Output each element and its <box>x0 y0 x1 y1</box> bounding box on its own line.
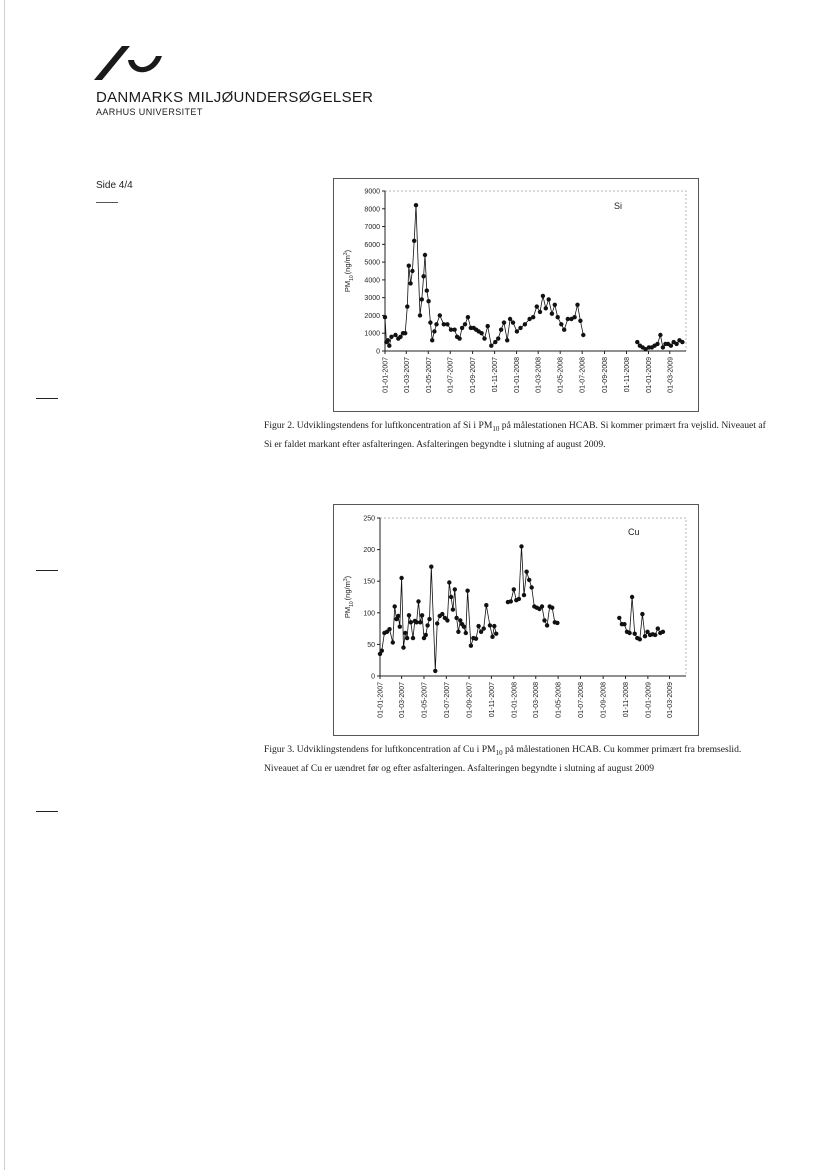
x-tick-label: 01-05-2008 <box>557 357 565 393</box>
x-tick-label: 01-11-2008 <box>623 682 631 718</box>
y-tick-label: 1000 <box>364 330 380 338</box>
si-chart-frame <box>333 178 699 412</box>
data-point <box>535 304 539 308</box>
figure-3-caption-text: Figur 3. Udviklingstendens for luftkoncentration af Cu i PM <box>264 744 496 755</box>
x-tick-label: 01-01-2009 <box>646 357 654 393</box>
data-point <box>428 320 432 324</box>
y-tick-label: 150 <box>363 578 375 586</box>
x-tick-label: 01-03-2007 <box>399 682 407 718</box>
data-point <box>581 333 585 337</box>
page-edge-rule <box>4 0 5 1170</box>
data-point <box>655 342 659 346</box>
data-point <box>425 288 429 292</box>
y-tick-label: 0 <box>376 348 380 356</box>
data-point <box>465 589 469 593</box>
y-tick-label: 9000 <box>364 188 380 196</box>
data-point <box>656 626 660 630</box>
data-point <box>412 239 416 243</box>
data-point <box>492 624 496 628</box>
data-point <box>522 593 526 597</box>
data-point <box>509 599 513 603</box>
data-point <box>617 616 621 620</box>
data-point <box>425 623 429 627</box>
data-point <box>401 645 405 649</box>
data-point <box>434 322 438 326</box>
data-point <box>661 630 665 634</box>
data-point <box>523 322 527 326</box>
data-point <box>398 625 402 629</box>
data-point <box>469 644 473 648</box>
data-point <box>517 597 521 601</box>
data-point <box>540 604 544 608</box>
series-label: Cu <box>628 527 640 537</box>
data-point <box>464 631 468 635</box>
x-tick-label: 01-03-2009 <box>667 682 675 718</box>
data-point <box>519 544 523 548</box>
data-point <box>512 587 516 591</box>
data-point <box>380 649 384 653</box>
x-tick-label: 01-11-2007 <box>488 682 496 718</box>
x-tick-label: 01-11-2008 <box>624 357 632 393</box>
data-point <box>456 630 460 634</box>
margin-mark <box>36 398 58 399</box>
data-point <box>486 324 490 328</box>
x-tick-label: 01-01-2008 <box>514 357 522 393</box>
series-label: Si <box>614 201 623 211</box>
university-logo-icon <box>92 42 168 82</box>
data-point <box>630 595 634 599</box>
data-point <box>489 344 493 348</box>
data-point <box>393 333 397 337</box>
cu-chart <box>334 505 698 735</box>
margin-mark <box>36 811 58 812</box>
data-point <box>423 253 427 257</box>
data-point <box>433 669 437 673</box>
data-point <box>386 338 390 342</box>
data-point <box>541 294 545 298</box>
data-point <box>627 631 631 635</box>
data-point <box>575 303 579 307</box>
data-point <box>445 618 449 622</box>
x-tick-label: 01-07-2007 <box>447 357 455 393</box>
x-tick-label: 01-03-2007 <box>403 357 411 393</box>
data-point <box>398 335 402 339</box>
y-tick-label: 0 <box>371 673 375 681</box>
figure-3-caption-text-end: på målestationen HCAB. Cu kommer primært fra bremseslid. Niveauet af Cu er uændret før og efter asfalteringen. Asfalteringen begyndte i slutning af august 2009 <box>264 744 742 774</box>
data-point <box>658 333 662 337</box>
si-chart <box>334 179 698 411</box>
data-point <box>550 312 554 316</box>
plot-area-border <box>385 191 686 351</box>
data-point <box>502 320 506 324</box>
data-point <box>508 317 512 321</box>
x-tick-label: 01-11-2007 <box>492 357 500 393</box>
data-point <box>474 637 478 641</box>
x-tick-label: 01-05-2008 <box>555 682 563 718</box>
x-tick-label: 01-05-2007 <box>425 357 433 393</box>
page-number: Side 4/4 <box>96 180 133 191</box>
data-point <box>572 315 576 319</box>
y-tick-label: 3000 <box>364 295 380 303</box>
data-point <box>494 632 498 636</box>
data-point <box>403 631 407 635</box>
y-axis-label: $PM_{10}(ng/m^3)$ <box>343 575 355 619</box>
data-point <box>538 310 542 314</box>
data-point <box>578 319 582 323</box>
data-point <box>420 613 424 617</box>
series-line <box>385 205 583 346</box>
data-point <box>449 595 453 599</box>
data-point <box>635 340 639 344</box>
x-tick-label: 01-07-2008 <box>577 682 585 718</box>
x-tick-label: 01-07-2008 <box>579 357 587 393</box>
data-point <box>653 633 657 637</box>
data-point <box>640 612 644 616</box>
organization-name: DANMARKS MILJØUNDERSØGELSER <box>96 89 374 106</box>
x-tick-label: 01-09-2008 <box>602 357 610 393</box>
figure-2-caption-subscript: 10 <box>492 424 500 433</box>
data-point <box>545 623 549 627</box>
data-point <box>418 620 422 624</box>
data-point <box>438 313 442 317</box>
data-point <box>550 606 554 610</box>
organization-subtitle: AARHUS UNIVERSITET <box>96 107 203 117</box>
data-point <box>445 322 449 326</box>
x-tick-label: 01-01-2008 <box>511 682 519 718</box>
data-point <box>518 326 522 330</box>
y-tick-label: 8000 <box>364 206 380 214</box>
data-point <box>460 326 464 330</box>
x-tick-label: 01-01-2009 <box>645 682 653 718</box>
figure-3-caption <box>264 742 774 777</box>
data-point <box>511 320 515 324</box>
y-tick-label: 200 <box>363 547 375 555</box>
x-tick-label: 01-07-2007 <box>443 682 451 718</box>
data-point <box>482 626 486 630</box>
data-point <box>405 636 409 640</box>
figure-2-caption <box>264 418 774 453</box>
data-point <box>479 331 483 335</box>
data-point <box>451 607 455 611</box>
data-point <box>458 618 462 622</box>
data-point <box>531 315 535 319</box>
x-tick-label: 01-09-2007 <box>470 357 478 393</box>
data-point <box>427 617 431 621</box>
y-tick-label: 50 <box>367 641 375 649</box>
data-point <box>553 303 557 307</box>
data-point <box>407 613 411 617</box>
data-point <box>403 331 407 335</box>
y-axis-label: $PM_{10}(ng/m^3)$ <box>343 249 355 293</box>
data-point <box>505 338 509 342</box>
data-point <box>484 603 488 607</box>
data-point <box>416 599 420 603</box>
data-point <box>399 576 403 580</box>
data-point <box>562 328 566 332</box>
data-point <box>453 587 457 591</box>
figure-3-caption-subscript: 10 <box>495 748 503 757</box>
data-point <box>490 635 494 639</box>
data-point <box>391 640 395 644</box>
cu-chart-frame <box>333 504 699 736</box>
data-point <box>661 345 665 349</box>
y-tick-label: 100 <box>363 610 375 618</box>
data-point <box>680 340 684 344</box>
data-point <box>515 329 519 333</box>
y-tick-label: 2000 <box>364 312 380 320</box>
x-tick-label: 01-09-2008 <box>600 682 608 718</box>
data-point <box>476 624 480 628</box>
x-tick-label: 01-03-2009 <box>667 357 675 393</box>
x-tick-label: 01-03-2008 <box>533 682 541 718</box>
data-point <box>383 315 387 319</box>
data-point <box>430 338 434 342</box>
data-point <box>555 621 559 625</box>
data-point <box>421 274 425 278</box>
data-point <box>669 344 673 348</box>
x-tick-label: 01-01-2007 <box>377 682 385 718</box>
data-point <box>643 634 647 638</box>
y-tick-label: 250 <box>363 515 375 523</box>
data-point <box>559 322 563 326</box>
data-point <box>420 297 424 301</box>
data-point <box>542 618 546 622</box>
page-number-underline <box>96 202 118 203</box>
data-point <box>462 625 466 629</box>
y-tick-label: 5000 <box>364 259 380 267</box>
y-tick-label: 7000 <box>364 224 380 232</box>
data-point <box>424 633 428 637</box>
data-point <box>527 578 531 582</box>
x-tick-label: 01-01-2007 <box>382 357 390 393</box>
data-point <box>524 570 528 574</box>
data-point <box>429 565 433 569</box>
data-point <box>414 203 418 207</box>
data-point <box>638 637 642 641</box>
data-point <box>387 344 391 348</box>
data-point <box>447 580 451 584</box>
data-point <box>408 281 412 285</box>
data-point <box>389 335 393 339</box>
data-point <box>496 336 500 340</box>
data-point <box>411 636 415 640</box>
data-point <box>457 336 461 340</box>
x-tick-label: 01-09-2007 <box>466 682 474 718</box>
data-point <box>466 315 470 319</box>
data-point <box>556 315 560 319</box>
data-point <box>482 336 486 340</box>
data-point <box>454 616 458 620</box>
data-point <box>432 329 436 333</box>
data-point <box>440 612 444 616</box>
data-point <box>387 627 391 631</box>
data-point <box>410 269 414 273</box>
data-point <box>547 297 551 301</box>
data-point <box>407 264 411 268</box>
data-point <box>633 632 637 636</box>
data-point <box>393 604 397 608</box>
data-point <box>530 585 534 589</box>
data-point <box>493 340 497 344</box>
y-tick-label: 4000 <box>364 277 380 285</box>
data-point <box>674 342 678 346</box>
margin-mark <box>36 570 58 571</box>
figure-2-caption-text-end: på målestationen HCAB. Si kommer primært fra vejslid. Niveauet af Si er faldet markant efter asfalteringen. Asfalteringen begyndte i slutning af august 2009. <box>264 420 766 450</box>
data-point <box>452 328 456 332</box>
figure-2-caption-text: Figur 2. Udviklingstendens for luftkoncentration af Si i PM <box>264 420 493 431</box>
data-point <box>499 328 503 332</box>
data-point <box>396 614 400 618</box>
data-point <box>488 623 492 627</box>
data-point <box>418 313 422 317</box>
data-point <box>426 299 430 303</box>
data-point <box>544 306 548 310</box>
x-tick-label: 01-05-2007 <box>421 682 429 718</box>
data-point <box>435 621 439 625</box>
y-tick-label: 6000 <box>364 241 380 249</box>
data-point <box>405 304 409 308</box>
data-point <box>622 622 626 626</box>
x-tick-label: 01-03-2008 <box>535 357 543 393</box>
data-point <box>409 620 413 624</box>
data-point <box>463 322 467 326</box>
